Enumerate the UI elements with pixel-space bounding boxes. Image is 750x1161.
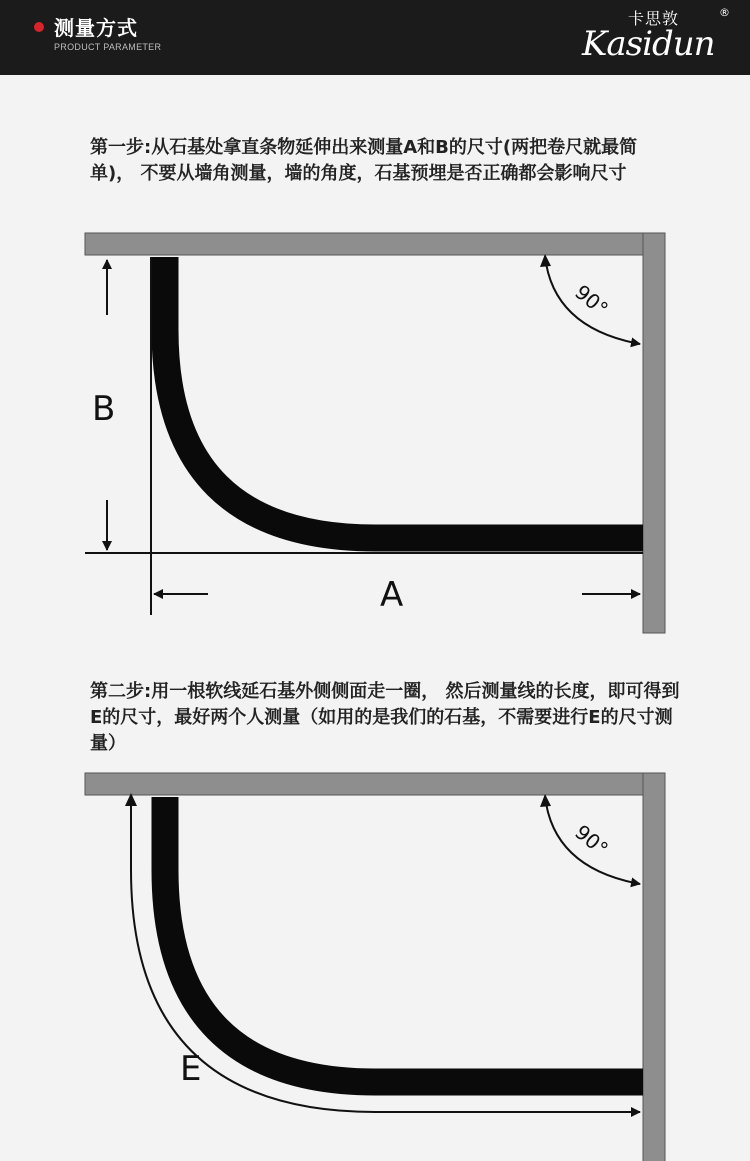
brand-logo	[582, 4, 732, 70]
section-title: 测量方式	[54, 16, 138, 40]
label-a: A	[380, 575, 404, 615]
e-measure-line	[131, 800, 640, 1112]
stone-curb	[165, 257, 643, 538]
angle-arrowhead-top-icon	[540, 794, 551, 807]
measurement-diagram-one	[0, 220, 750, 640]
angle-label: 90°	[570, 279, 613, 321]
brand-name-en: Kasidun	[582, 24, 715, 64]
top-wall	[85, 233, 645, 255]
header-bar	[0, 0, 750, 75]
step-one-instructions: 第一步:从石基处拿直条物延伸出来测量A和B的尺寸(两把卷尺就最简单)， 不要从墙角测量，墙的角度，石基预埋是否正确都会影响尺寸	[90, 137, 638, 184]
label-b: B	[92, 389, 116, 429]
top-wall	[85, 773, 645, 795]
measurement-diagram-two	[0, 760, 750, 1161]
registered-mark: ®	[719, 6, 730, 19]
label-e: E	[180, 1049, 202, 1089]
right-wall	[643, 233, 665, 633]
section-subtitle: PRODUCT PARAMETER	[54, 42, 162, 52]
brand-name-cn: 卡思敦	[628, 9, 680, 28]
angle-label: 90°	[570, 819, 613, 861]
bullet-dot-icon	[34, 22, 44, 32]
step-two-instructions: 第二步:用一根软线延石基外侧侧面走一圈， 然后测量线的长度，即可得到E的尺寸，最好两个人测量（如用的是我们的石基，不需要进行E的尺寸测量）	[90, 681, 680, 754]
angle-arrowhead-top-icon	[540, 254, 551, 267]
stone-curb	[165, 797, 643, 1082]
right-wall	[643, 773, 665, 1161]
